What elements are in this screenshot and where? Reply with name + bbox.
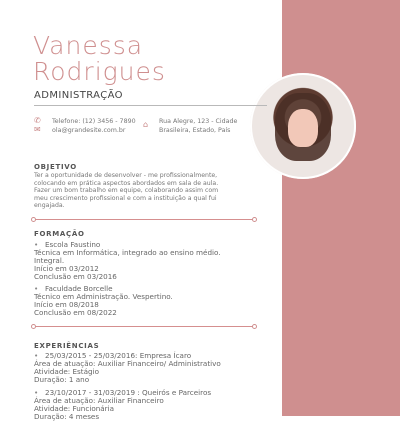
address-text [159, 117, 250, 135]
section-divider [35, 326, 253, 327]
address-line: Rua Alegre, 123 - Cidade [159, 118, 238, 125]
first-name: Vanessa [33, 31, 144, 60]
experience-heading-line: • 23/10/2017 - 31/03/2019 : Queirós e Parceiros [34, 388, 212, 397]
experience-detail: Atividade: Funcionária [34, 403, 115, 413]
education-detail: Início em 03/2012 [34, 263, 99, 273]
education-detail: Técnico em Administração. Vespertino. [34, 291, 173, 301]
header-divider [34, 105, 267, 106]
experience-detail: Duração: 4 meses [34, 411, 100, 421]
bullet-icon: • [34, 284, 39, 293]
address-line: Brasileira, Estado, País [159, 127, 231, 134]
experience-detail: Duração: 1 ano [34, 374, 90, 384]
education-detail: Conclusão em 08/2022 [34, 307, 117, 317]
education-detail: Integral. [34, 255, 65, 265]
education-heading: FORMAÇÃO [34, 230, 85, 238]
experience-heading: EXPERIÊNCIAS [34, 342, 100, 350]
objective-line: colocando em prática aspectos abordados em sala de aula. [34, 179, 219, 187]
bullet-icon: • [34, 351, 39, 360]
objective-heading: OBJETIVO [34, 163, 77, 171]
education-school: • Escola Faustino [34, 240, 101, 249]
objective-line: Fazer um bom trabalho em equipe, colaborando assim com [34, 187, 219, 194]
last-name: Rodrigues [33, 57, 166, 86]
education-item [34, 241, 264, 281]
education-item [34, 285, 264, 317]
experience-detail: Área de atuação: Auxiliar Financeiro [34, 395, 164, 405]
section-divider [35, 219, 253, 220]
objective-line: meu crescimento profissional e com a instituição a qual fui [34, 194, 217, 202]
experience-detail: Área de atuação: Auxiliar Financeiro/ Administrativo [34, 358, 221, 368]
bullet-icon: • [34, 240, 39, 249]
role-title: ADMINISTRAÇÃO [34, 90, 123, 101]
objective-line: engajada. [34, 202, 65, 209]
objective-line: Ter a oportunidade de desenvolver - me profissionalmente, [34, 172, 218, 179]
home-icon: ⌂ [143, 120, 149, 129]
mail-icon: ✉ [34, 125, 41, 134]
objective-text [34, 172, 256, 210]
education-school: • Faculdade Borcelle [34, 284, 113, 293]
experience-detail: Atividade: Estágio [34, 366, 99, 376]
email-text: ola@grandesite.com.br [52, 127, 126, 134]
education-detail: Conclusão em 03/2016 [34, 271, 117, 281]
right-color-panel [282, 0, 400, 416]
education-detail: Técnica em Informática, integrado ao ensino médio. [34, 247, 221, 257]
bullet-icon: • [34, 388, 39, 397]
experience-item [34, 352, 264, 384]
profile-photo [250, 73, 356, 179]
education-detail: Início em 08/2018 [34, 299, 99, 309]
phone-text: Telefone: (12) 3456 - 7890 [52, 118, 136, 125]
phone-icon: ✆ [34, 116, 41, 125]
experience-heading-line: • 25/03/2015 - 25/03/2016: Empresa Ícaro [34, 351, 192, 360]
